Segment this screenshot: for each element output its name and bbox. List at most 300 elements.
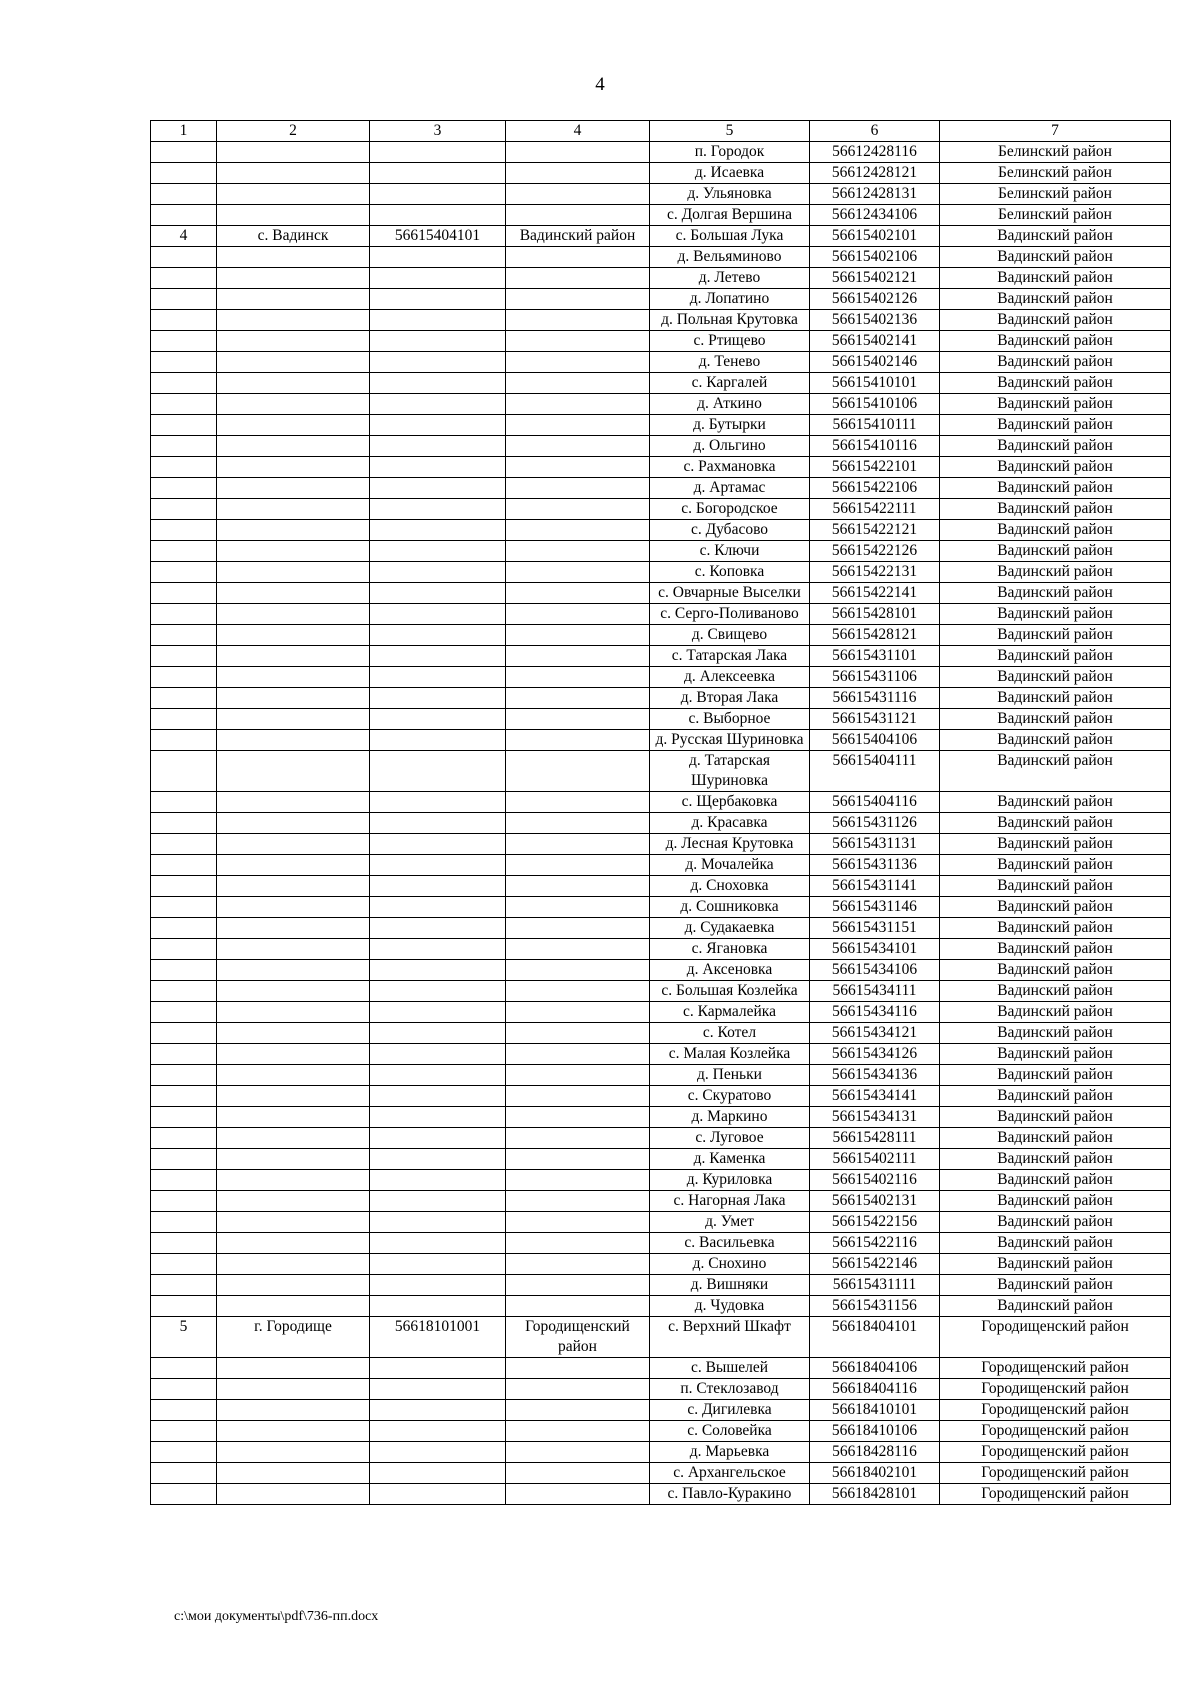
column-header: 3 (370, 121, 506, 142)
settlement-cell: с. Малая Козлейка (650, 1044, 810, 1065)
settlement-district-cell: Вадинский район (940, 226, 1171, 247)
table-row (151, 331, 1171, 352)
center-code-cell (370, 1296, 506, 1317)
center-cell (217, 205, 370, 226)
center-cell (217, 1379, 370, 1400)
row-number-cell (151, 813, 217, 834)
column-header: 7 (940, 121, 1171, 142)
center-code-cell (370, 331, 506, 352)
district-cell (506, 541, 650, 562)
center-cell (217, 1065, 370, 1086)
settlement-district-cell: Вадинский район (940, 1023, 1171, 1044)
table-row (151, 457, 1171, 478)
settlement-code-cell: 56615410116 (810, 436, 940, 457)
row-number-cell (151, 205, 217, 226)
center-code-cell (370, 1128, 506, 1149)
column-header: 4 (506, 121, 650, 142)
district-cell (506, 352, 650, 373)
settlement-cell: д. Сноховка (650, 876, 810, 897)
district-cell (506, 960, 650, 981)
center-cell (217, 331, 370, 352)
center-code-cell (370, 1463, 506, 1484)
table-row (151, 834, 1171, 855)
settlement-code-cell: 56615402126 (810, 289, 940, 310)
center-code-cell (370, 1358, 506, 1379)
settlement-cell: д. Тенево (650, 352, 810, 373)
settlement-district-cell: Вадинский район (940, 1296, 1171, 1317)
settlement-cell: с. Павло-Куракино (650, 1484, 810, 1505)
center-cell (217, 457, 370, 478)
table-row (151, 730, 1171, 751)
settlement-district-cell: Вадинский район (940, 792, 1171, 813)
row-number-cell (151, 1275, 217, 1296)
center-cell (217, 939, 370, 960)
row-number-cell (151, 163, 217, 184)
settlement-code-cell: 56615404111 (810, 751, 940, 792)
center-cell (217, 1275, 370, 1296)
row-number-cell (151, 1065, 217, 1086)
row-number-cell (151, 268, 217, 289)
center-cell (217, 1107, 370, 1128)
district-cell (506, 1400, 650, 1421)
settlement-cell: д. Артамас (650, 478, 810, 499)
settlement-district-cell: Вадинский район (940, 1212, 1171, 1233)
row-number-cell (151, 583, 217, 604)
center-cell (217, 1044, 370, 1065)
settlement-code-cell: 56615422156 (810, 1212, 940, 1233)
settlement-code-cell: 56615404116 (810, 792, 940, 813)
table-row (151, 352, 1171, 373)
center-cell (217, 625, 370, 646)
settlement-cell: с. Кармалейка (650, 1002, 810, 1023)
row-number-cell (151, 1170, 217, 1191)
table-row (151, 1421, 1171, 1442)
table-row (151, 163, 1171, 184)
settlement-district-cell: Вадинский район (940, 436, 1171, 457)
row-number-cell (151, 1484, 217, 1505)
settlement-district-cell: Вадинский район (940, 834, 1171, 855)
settlement-cell: д. Куриловка (650, 1170, 810, 1191)
center-cell (217, 163, 370, 184)
center-code-cell (370, 583, 506, 604)
settlement-district-cell: Вадинский район (940, 1128, 1171, 1149)
settlement-district-cell: Вадинский район (940, 268, 1171, 289)
row-number-cell (151, 436, 217, 457)
settlement-code-cell: 56615434136 (810, 1065, 940, 1086)
district-cell (506, 1191, 650, 1212)
settlement-district-cell: Вадинский район (940, 331, 1171, 352)
settlement-code-cell: 56618410106 (810, 1421, 940, 1442)
settlement-cell: д. Каменка (650, 1149, 810, 1170)
settlement-code-cell: 56612428131 (810, 184, 940, 205)
settlement-cell: д. Сошниковка (650, 897, 810, 918)
settlement-district-cell: Белинский район (940, 163, 1171, 184)
district-cell (506, 289, 650, 310)
settlement-district-cell: Вадинский район (940, 813, 1171, 834)
center-cell (217, 646, 370, 667)
center-code-cell (370, 184, 506, 205)
settlement-district-cell: Городищенский район (940, 1358, 1171, 1379)
center-code-cell (370, 373, 506, 394)
row-number-cell (151, 918, 217, 939)
row-number-cell (151, 1421, 217, 1442)
settlement-cell: д. Бутырки (650, 415, 810, 436)
center-code-cell (370, 751, 506, 792)
district-cell (506, 981, 650, 1002)
settlement-district-cell: Вадинский район (940, 352, 1171, 373)
table-row (151, 855, 1171, 876)
table-row (151, 709, 1171, 730)
settlement-code-cell: 56612434106 (810, 205, 940, 226)
settlement-code-cell: 56615422111 (810, 499, 940, 520)
settlement-district-cell: Вадинский район (940, 289, 1171, 310)
row-number-cell (151, 855, 217, 876)
settlement-district-cell: Вадинский район (940, 1107, 1171, 1128)
settlement-cell: д. Ольгино (650, 436, 810, 457)
settlement-cell: с. Дубасово (650, 520, 810, 541)
settlement-code-cell: 56615434106 (810, 960, 940, 981)
row-number-cell (151, 646, 217, 667)
row-number-cell: 4 (151, 226, 217, 247)
center-code-cell (370, 939, 506, 960)
table-row (151, 981, 1171, 1002)
settlement-district-cell: Вадинский район (940, 457, 1171, 478)
center-cell (217, 709, 370, 730)
row-number-cell (151, 478, 217, 499)
settlement-code-cell: 56615434126 (810, 1044, 940, 1065)
district-cell (506, 268, 650, 289)
page-number: 4 (595, 74, 605, 95)
settlement-code-cell: 56615402111 (810, 1149, 940, 1170)
settlement-code-cell: 56615434141 (810, 1086, 940, 1107)
table-row (151, 1212, 1171, 1233)
center-cell (217, 960, 370, 981)
settlement-code-cell: 56618404106 (810, 1358, 940, 1379)
settlement-district-cell: Вадинский район (940, 1065, 1171, 1086)
table-row (151, 897, 1171, 918)
row-number-cell (151, 1212, 217, 1233)
settlement-cell: д. Исаевка (650, 163, 810, 184)
center-cell (217, 813, 370, 834)
settlement-district-cell: Вадинский район (940, 751, 1171, 792)
district-cell (506, 792, 650, 813)
settlement-district-cell: Вадинский район (940, 688, 1171, 709)
center-cell (217, 1233, 370, 1254)
center-cell (217, 1128, 370, 1149)
row-number-cell (151, 562, 217, 583)
table-row (151, 792, 1171, 813)
settlement-cell: с. Коповка (650, 562, 810, 583)
center-code-cell (370, 960, 506, 981)
center-cell (217, 1002, 370, 1023)
settlement-district-cell: Вадинский район (940, 604, 1171, 625)
settlement-district-cell: Вадинский район (940, 1086, 1171, 1107)
table-row (151, 918, 1171, 939)
column-header: 6 (810, 121, 940, 142)
settlement-code-cell: 56615402121 (810, 268, 940, 289)
settlement-cell: с. Нагорная Лака (650, 1191, 810, 1212)
center-cell (217, 834, 370, 855)
settlement-cell: с. Серго-Поливаново (650, 604, 810, 625)
settlement-code-cell: 56615402136 (810, 310, 940, 331)
table-row (151, 1107, 1171, 1128)
center-code-cell (370, 1065, 506, 1086)
settlement-cell: д. Алексеевка (650, 667, 810, 688)
settlement-district-cell: Вадинский район (940, 478, 1171, 499)
settlement-code-cell: 56615428121 (810, 625, 940, 646)
district-cell (506, 499, 650, 520)
footer-file-path: c:\мои документы\pdf\736-пп.docx (174, 1609, 379, 1624)
settlement-cell: д. Ульяновка (650, 184, 810, 205)
settlement-code-cell: 56615431111 (810, 1275, 940, 1296)
table-row (151, 394, 1171, 415)
table-row (151, 939, 1171, 960)
settlement-district-cell: Городищенский район (940, 1484, 1171, 1505)
district-cell (506, 436, 650, 457)
district-cell (506, 1086, 650, 1107)
row-number-cell (151, 834, 217, 855)
settlement-cell: с. Дигилевка (650, 1400, 810, 1421)
settlement-cell: с. Татарская Лака (650, 646, 810, 667)
settlement-cell: д. Русская Шуриновка (650, 730, 810, 751)
row-number-cell (151, 1107, 217, 1128)
center-cell (217, 897, 370, 918)
settlement-cell: с. Верхний Шкафт (650, 1317, 810, 1358)
settlement-code-cell: 56612428121 (810, 163, 940, 184)
center-cell (217, 562, 370, 583)
center-cell (217, 688, 370, 709)
settlement-cell: д. Татарская Шуриновка (650, 751, 810, 792)
center-code-cell (370, 876, 506, 897)
district-cell (506, 604, 650, 625)
center-cell (217, 792, 370, 813)
settlement-district-cell: Вадинский район (940, 960, 1171, 981)
settlement-cell: д. Красавка (650, 813, 810, 834)
center-cell (217, 373, 370, 394)
settlement-code-cell: 56615422101 (810, 457, 940, 478)
district-cell (506, 310, 650, 331)
district-cell (506, 1296, 650, 1317)
table-row (151, 499, 1171, 520)
settlement-cell: д. Чудовка (650, 1296, 810, 1317)
row-number-cell (151, 352, 217, 373)
district-cell (506, 1379, 650, 1400)
center-code-cell (370, 1023, 506, 1044)
center-code-cell (370, 981, 506, 1002)
center-code-cell (370, 541, 506, 562)
district-cell (506, 1170, 650, 1191)
row-number-cell (151, 1358, 217, 1379)
settlement-district-cell: Вадинский район (940, 499, 1171, 520)
table-row (151, 1275, 1171, 1296)
district-cell (506, 1107, 650, 1128)
row-number-cell (151, 667, 217, 688)
settlement-cell: д. Летево (650, 268, 810, 289)
center-code-cell (370, 855, 506, 876)
settlement-cell: п. Стеклозавод (650, 1379, 810, 1400)
center-cell: с. Вадинск (217, 226, 370, 247)
table-row (151, 1463, 1171, 1484)
row-number-cell (151, 373, 217, 394)
row-number-cell (151, 960, 217, 981)
settlement-cell: д. Марьевка (650, 1442, 810, 1463)
center-code-cell (370, 1421, 506, 1442)
center-code-cell: 56615404101 (370, 226, 506, 247)
district-cell (506, 583, 650, 604)
center-cell (217, 604, 370, 625)
district-cell (506, 562, 650, 583)
table-row (151, 1128, 1171, 1149)
table-row (151, 1170, 1171, 1191)
table-row (151, 520, 1171, 541)
center-code-cell (370, 709, 506, 730)
row-number-cell (151, 142, 217, 163)
center-code-cell (370, 1275, 506, 1296)
settlement-cell: с. Ключи (650, 541, 810, 562)
settlement-cell: с. Богородское (650, 499, 810, 520)
row-number-cell (151, 184, 217, 205)
settlement-cell: с. Архангельское (650, 1463, 810, 1484)
row-number-cell (151, 730, 217, 751)
settlement-code-cell: 56618428116 (810, 1442, 940, 1463)
table-row (151, 478, 1171, 499)
row-number-cell (151, 1149, 217, 1170)
settlement-district-cell: Городищенский район (940, 1317, 1171, 1358)
center-code-cell (370, 625, 506, 646)
center-code-cell (370, 163, 506, 184)
center-code-cell (370, 1044, 506, 1065)
row-number-cell (151, 520, 217, 541)
settlement-district-cell: Вадинский район (940, 1002, 1171, 1023)
district-cell (506, 730, 650, 751)
center-cell (217, 1296, 370, 1317)
row-number-cell (151, 939, 217, 960)
center-code-cell (370, 1379, 506, 1400)
settlement-code-cell: 56615431126 (810, 813, 940, 834)
settlement-district-cell: Вадинский район (940, 855, 1171, 876)
center-cell (217, 310, 370, 331)
settlement-district-cell: Вадинский район (940, 541, 1171, 562)
settlement-cell: с. Выборное (650, 709, 810, 730)
settlement-cell: д. Лесная Крутовка (650, 834, 810, 855)
settlement-district-cell: Вадинский район (940, 876, 1171, 897)
settlement-cell: д. Свищево (650, 625, 810, 646)
row-number-cell (151, 499, 217, 520)
row-number-cell (151, 792, 217, 813)
row-number-cell (151, 1023, 217, 1044)
district-cell (506, 1128, 650, 1149)
district-cell (506, 1002, 650, 1023)
center-cell (217, 1023, 370, 1044)
district-cell (506, 834, 650, 855)
center-cell (217, 436, 370, 457)
center-cell (217, 1086, 370, 1107)
settlement-code-cell: 56615402116 (810, 1170, 940, 1191)
center-code-cell (370, 352, 506, 373)
district-cell (506, 1044, 650, 1065)
table-row (151, 1149, 1171, 1170)
row-number-cell (151, 247, 217, 268)
settlement-code-cell: 56618404116 (810, 1379, 940, 1400)
district-cell (506, 1254, 650, 1275)
settlement-district-cell: Вадинский район (940, 646, 1171, 667)
table-row (151, 373, 1171, 394)
district-cell (506, 247, 650, 268)
center-code-cell (370, 1191, 506, 1212)
center-code-cell (370, 1086, 506, 1107)
settlement-code-cell: 56615422131 (810, 562, 940, 583)
settlement-code-cell: 56615431116 (810, 688, 940, 709)
row-number-cell (151, 751, 217, 792)
center-code-cell (370, 142, 506, 163)
settlement-district-cell: Городищенский район (940, 1463, 1171, 1484)
district-cell (506, 415, 650, 436)
column-header: 1 (151, 121, 217, 142)
district-cell (506, 205, 650, 226)
center-code-cell (370, 247, 506, 268)
column-header: 5 (650, 121, 810, 142)
row-number-cell (151, 1002, 217, 1023)
row-number-cell (151, 394, 217, 415)
settlement-code-cell: 56615431106 (810, 667, 940, 688)
district-cell (506, 1149, 650, 1170)
row-number-cell (151, 1442, 217, 1463)
center-code-cell (370, 394, 506, 415)
settlement-code-cell: 56615422116 (810, 1233, 940, 1254)
table-row (151, 813, 1171, 834)
table-row (151, 960, 1171, 981)
settlement-code-cell: 56615422126 (810, 541, 940, 562)
center-code-cell (370, 1002, 506, 1023)
center-code-cell (370, 436, 506, 457)
settlement-district-cell: Вадинский район (940, 625, 1171, 646)
district-cell (506, 142, 650, 163)
settlement-cell: д. Вторая Лака (650, 688, 810, 709)
settlement-code-cell: 56615422141 (810, 583, 940, 604)
center-cell (217, 667, 370, 688)
settlement-code-cell: 56615404106 (810, 730, 940, 751)
district-cell (506, 1442, 650, 1463)
settlement-code-cell: 56618428101 (810, 1484, 940, 1505)
settlement-district-cell: Вадинский район (940, 583, 1171, 604)
center-code-cell (370, 1107, 506, 1128)
center-code-cell (370, 1254, 506, 1275)
table-row (151, 1296, 1171, 1317)
center-cell (217, 394, 370, 415)
center-cell (217, 1212, 370, 1233)
settlement-code-cell: 56615410101 (810, 373, 940, 394)
district-cell (506, 646, 650, 667)
settlement-district-cell: Городищенский район (940, 1379, 1171, 1400)
settlement-cell: д. Снохино (650, 1254, 810, 1275)
settlement-district-cell: Вадинский район (940, 939, 1171, 960)
row-number-cell (151, 1463, 217, 1484)
table-row (151, 205, 1171, 226)
settlement-code-cell: 56615431136 (810, 855, 940, 876)
row-number-cell (151, 709, 217, 730)
district-cell (506, 184, 650, 205)
center-code-cell (370, 1400, 506, 1421)
row-number-cell (151, 289, 217, 310)
table-row (151, 1002, 1171, 1023)
district-cell (506, 709, 650, 730)
table-row (151, 1317, 1171, 1358)
district-cell (506, 1484, 650, 1505)
row-number-cell (151, 1296, 217, 1317)
center-code-cell (370, 478, 506, 499)
table-row (151, 625, 1171, 646)
settlement-cell: с. Овчарные Выселки (650, 583, 810, 604)
